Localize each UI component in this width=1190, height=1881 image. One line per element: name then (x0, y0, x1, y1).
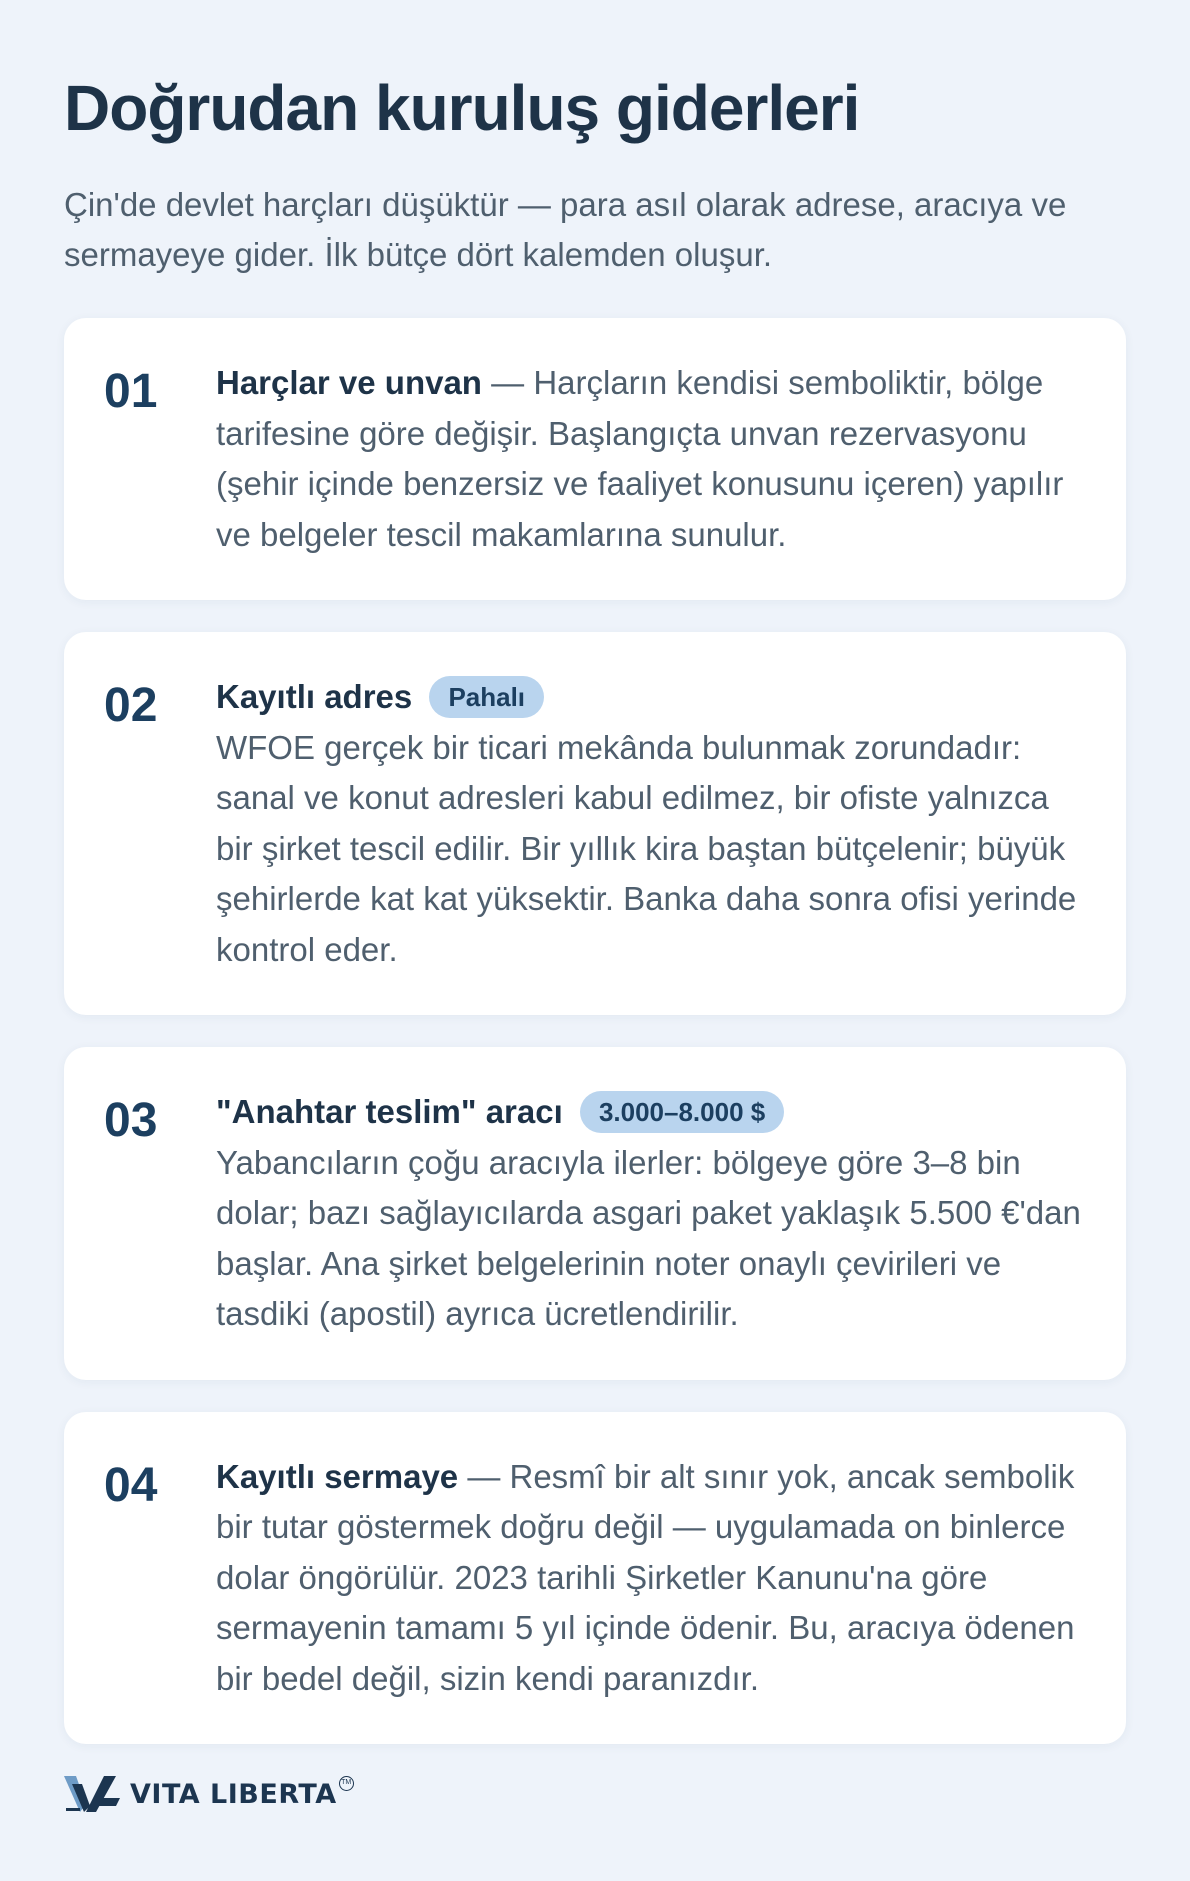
item-heading-row (216, 1087, 1086, 1138)
cost-card (64, 632, 1126, 1015)
trademark-mark: TM (339, 1776, 354, 1791)
item-heading: Harçlar ve unvan (216, 364, 482, 401)
item-body (216, 1452, 1086, 1705)
cost-card (64, 1412, 1126, 1745)
item-number: 03 (104, 1094, 158, 1147)
item-heading-row (216, 672, 1086, 723)
item-body (216, 1087, 1086, 1340)
cost-badge: Pahalı (429, 676, 544, 718)
item-number: 02 (104, 679, 158, 732)
cost-card (64, 1047, 1126, 1380)
vita-liberta-logo-icon (64, 1774, 120, 1814)
item-body (216, 358, 1086, 560)
item-text: Resmî bir alt sınır yok, ancak sembolik bir tutar göstermek doğru değil — uygulamada on binlerce dolar öngörülür. 2023 tarihli Şirketler Kanunu'na göre sermayenin tamamı 5 yıl içinde ödenir. Bu, aracıya ödenen bir bedel değil, sizin kendi paranızdır. (216, 1457, 1075, 1697)
item-text: Yabancıların çoğu aracıyla ilerler: bölgeye göre 3–8 bin dolar; bazı sağlayıcılarda asgari paket yaklaşık 5.500 €'dan başlar. Ana şirket belgelerinin noter onaylı çevirileri ve tasdiki (apostil) ayrıca ücretlendirilir. (216, 1143, 1081, 1332)
item-text: WFOE gerçek bir ticari mekânda bulunmak zorundadır: sanal ve konut adresleri kabul edilmez, bir ofiste yalnızca bir şirket tescil edilir. Bir yıllık kira baştan bütçelenir; büyük şehirlerde kat kat yüksektir. Banka daha sonra ofisi yerinde kontrol eder. (216, 728, 1077, 968)
item-separator: — (458, 1457, 510, 1495)
cost-badge: 3.000–8.000 $ (580, 1091, 784, 1133)
cost-card (64, 318, 1126, 600)
item-text: Harçların kendisi semboliktir, bölge tarifesine göre değişir. Başlangıçta unvan rezervasyonu (şehir içinde benzersiz ve faaliyet konusunu içeren) yapılır ve belgeler tescil makamlarına sunulur. (216, 364, 1064, 553)
item-body (216, 672, 1086, 975)
brand-name: VITA LIBERTA (130, 1778, 337, 1810)
page-title: Doğrudan kuruluş giderleri (64, 72, 860, 144)
item-number: 01 (104, 365, 158, 418)
item-heading: "Anahtar teslim" aracı (216, 1093, 563, 1130)
item-heading: Kayıtlı sermaye (216, 1457, 459, 1495)
item-separator: — (481, 364, 534, 401)
item-heading: Kayıtlı adres (216, 678, 413, 715)
item-number: 04 (104, 1458, 158, 1512)
brand-logo (64, 1774, 354, 1814)
intro-text: Çin'de devlet harçları düşüktür — para asıl olarak adrese, aracıya ve sermayeye gider. İlk bütçe dört kalemden oluşur. (64, 186, 1067, 273)
